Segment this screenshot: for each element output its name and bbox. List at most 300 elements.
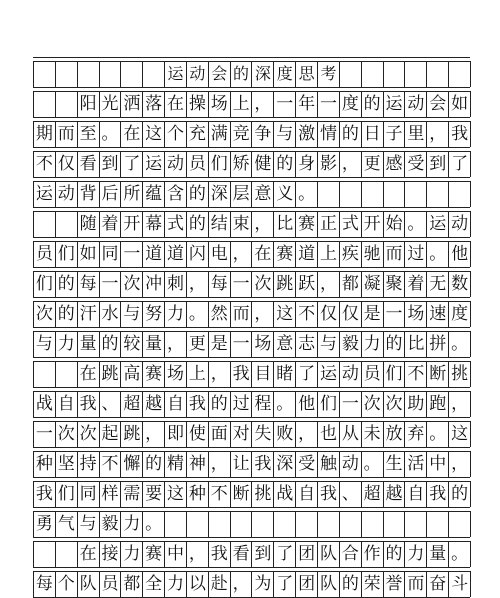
grid-cell: 一	[34, 421, 56, 447]
row-top-line	[33, 271, 470, 272]
grid-cell: 落	[143, 91, 165, 117]
grid-cell: ，	[231, 241, 253, 267]
grid-cell	[340, 511, 362, 537]
row-top-line	[33, 481, 470, 482]
essay-line	[33, 511, 470, 537]
grid-cell: 正	[318, 211, 340, 237]
grid-cell: 深	[253, 61, 275, 87]
grid-cell: 一	[340, 391, 362, 417]
grid-cell: 目	[253, 361, 275, 387]
essay-line	[33, 301, 470, 327]
grid-cell: 跳	[100, 361, 122, 387]
grid-cell: 种	[34, 451, 56, 477]
grid-cell: 数	[449, 271, 471, 297]
grid-cell: 弃	[405, 421, 427, 447]
grid-cell	[34, 91, 56, 117]
grid-cell: 让	[231, 451, 253, 477]
grid-cell: 队	[78, 571, 100, 597]
grid-cell: 这	[274, 301, 296, 327]
grid-cell: 到	[100, 151, 122, 177]
grid-cell: 在	[121, 121, 143, 147]
grid-cell: 身	[296, 151, 318, 177]
grid-cell: ，	[143, 421, 165, 447]
grid-cell	[121, 61, 143, 87]
grid-cell	[362, 511, 384, 537]
grid-cell: 凝	[362, 271, 384, 297]
grid-cell: 断	[231, 481, 253, 507]
grid-cell	[56, 211, 78, 237]
grid-cell: 持	[78, 451, 100, 477]
grid-cell: 员	[187, 151, 209, 177]
grid-cell: 的	[100, 331, 122, 357]
grid-cell: 拼	[427, 331, 449, 357]
grid-cell: 个	[56, 571, 78, 597]
row-bottom-line	[33, 207, 470, 208]
grid-cell: ，	[187, 541, 209, 567]
grid-cell: 度	[449, 301, 471, 327]
grid-cell: 战	[274, 481, 296, 507]
grid-cell: 力	[405, 541, 427, 567]
grid-cell	[405, 511, 427, 537]
grid-cell: 力	[121, 541, 143, 567]
row-bottom-line	[33, 147, 470, 148]
grid-cell: 年	[296, 91, 318, 117]
essay-line	[33, 91, 470, 117]
grid-cell: 受	[296, 451, 318, 477]
row-top-line	[33, 331, 470, 332]
row-top-line	[33, 211, 470, 212]
grid-cell: 层	[231, 181, 253, 207]
grid-cell: 深	[209, 181, 231, 207]
grid-cell: 期	[34, 121, 56, 147]
grid-cell	[274, 511, 296, 537]
grid-cell	[56, 541, 78, 567]
grid-cell	[143, 61, 165, 87]
grid-cell: 动	[165, 151, 187, 177]
grid-cell: 全	[143, 571, 165, 597]
grid-cell: 后	[100, 181, 122, 207]
grid-cell	[56, 361, 78, 387]
grid-cell: 次	[34, 301, 56, 327]
grid-cell: 使	[187, 421, 209, 447]
grid-cell: 比	[405, 331, 427, 357]
grid-cell: 。	[449, 331, 471, 357]
row-top-line	[33, 511, 470, 512]
grid-cell: 里	[405, 121, 427, 147]
grid-cell	[56, 91, 78, 117]
grid-cell: 了	[274, 571, 296, 597]
grid-cell: 跑	[427, 391, 449, 417]
grid-cell: ，	[187, 271, 209, 297]
grid-cell: 影	[318, 151, 340, 177]
grid-cell: 要	[143, 481, 165, 507]
grid-cell: 运	[384, 91, 406, 117]
grid-cell: 度	[274, 61, 296, 87]
grid-cell: 与	[274, 121, 296, 147]
grid-cell: 超	[121, 391, 143, 417]
grid-cell: 们	[384, 361, 406, 387]
grid-cell: 随	[78, 211, 100, 237]
grid-cell	[78, 61, 100, 87]
grid-cell: 同	[100, 241, 122, 267]
grid-cell: ，	[318, 271, 340, 297]
grid-cell: 光	[100, 91, 122, 117]
row-top-line	[33, 361, 470, 362]
grid-cell: 与	[34, 331, 56, 357]
grid-cell: 刺	[165, 271, 187, 297]
grid-cell: 开	[362, 211, 384, 237]
grid-cell: 是	[362, 301, 384, 327]
grid-cell: 从	[340, 421, 362, 447]
grid-cell: 会	[209, 61, 231, 87]
grid-cell: 挑	[253, 481, 275, 507]
grid-cell: 受	[405, 151, 427, 177]
row-bottom-line	[33, 537, 470, 538]
grid-cell: ，	[253, 91, 275, 117]
grid-cell: 中	[427, 451, 449, 477]
row-bottom-line	[33, 417, 470, 418]
grid-cell: 聚	[384, 271, 406, 297]
grid-cell	[449, 511, 471, 537]
grid-cell: 精	[165, 451, 187, 477]
grid-cell: 较	[121, 331, 143, 357]
grid-cell	[100, 61, 122, 87]
grid-cell: 阳	[78, 91, 100, 117]
grid-cell: 闪	[187, 241, 209, 267]
grid-cell: 即	[165, 421, 187, 447]
grid-cell: 至	[78, 121, 100, 147]
grid-cell: 的	[209, 391, 231, 417]
grid-cell: 员	[362, 361, 384, 387]
grid-cell: 赛	[143, 361, 165, 387]
grid-cell: 争	[253, 121, 275, 147]
grid-cell: 们	[209, 151, 231, 177]
row-top-line	[33, 391, 470, 392]
grid-cell: 誉	[384, 571, 406, 597]
grid-cell: 同	[78, 481, 100, 507]
grid-cell: 、	[340, 481, 362, 507]
grid-cell: 动	[56, 181, 78, 207]
grid-cell: 失	[253, 421, 275, 447]
grid-cell: 着	[100, 211, 122, 237]
grid-cell: 。	[187, 301, 209, 327]
grid-cell: 我	[209, 541, 231, 567]
grid-cell: 力	[165, 301, 187, 327]
grid-cell	[405, 61, 427, 87]
grid-cell: 无	[427, 271, 449, 297]
grid-cell: 。	[274, 391, 296, 417]
grid-cell: 场	[165, 361, 187, 387]
grid-cell: 每	[34, 571, 56, 597]
row-top-line	[33, 301, 470, 302]
grid-cell: 我	[78, 391, 100, 417]
title-row-bottom-line	[33, 87, 470, 88]
grid-cell: 志	[296, 331, 318, 357]
row-bottom-line	[33, 447, 470, 448]
grid-cell: 这	[143, 121, 165, 147]
grid-cell: 幕	[143, 211, 165, 237]
grid-cell: 日	[362, 121, 384, 147]
grid-cell: 团	[296, 541, 318, 567]
row-bottom-line	[33, 477, 470, 478]
grid-cell: 水	[100, 301, 122, 327]
grid-cell: 与	[121, 301, 143, 327]
row-bottom-line	[33, 117, 470, 118]
grid-cell: 这	[165, 481, 187, 507]
grid-cell: 力	[362, 331, 384, 357]
grid-cell: 赛	[274, 241, 296, 267]
grid-cell: 毅	[340, 331, 362, 357]
grid-cell: 所	[121, 181, 143, 207]
grid-cell: 到	[253, 541, 275, 567]
grid-cell: 的	[384, 331, 406, 357]
grid-cell: 场	[209, 91, 231, 117]
row-bottom-line	[33, 357, 470, 358]
row-top-line	[33, 241, 470, 242]
grid-cell	[362, 61, 384, 87]
grid-cell: 样	[100, 481, 122, 507]
grid-cell: 洒	[121, 91, 143, 117]
row-bottom-line	[33, 387, 470, 388]
grid-cell	[427, 511, 449, 537]
grid-cell: 在	[253, 241, 275, 267]
grid-cell	[384, 181, 406, 207]
grid-cell: 道	[296, 241, 318, 267]
row-top-line	[33, 91, 470, 92]
grid-cell: 次	[384, 391, 406, 417]
grid-cell: 的	[56, 271, 78, 297]
grid-cell: 激	[296, 121, 318, 147]
grid-cell: 这	[449, 421, 471, 447]
grid-cell: 我	[253, 451, 275, 477]
grid-cell: 神	[187, 451, 209, 477]
grid-cell: 战	[34, 391, 56, 417]
row-bottom-line	[33, 567, 470, 568]
grid-cell	[405, 181, 427, 207]
grid-cell: 触	[318, 451, 340, 477]
grid-cell: 义	[274, 181, 296, 207]
grid-cell: 在	[78, 541, 100, 567]
grid-cell: 起	[100, 421, 122, 447]
grid-cell: 动	[405, 91, 427, 117]
grid-cell: 上	[187, 361, 209, 387]
row-bottom-line	[33, 297, 470, 298]
essay-line	[33, 331, 470, 357]
grid-cell: 着	[405, 271, 427, 297]
grid-cell: 我	[187, 391, 209, 417]
grid-cell: 。	[100, 121, 122, 147]
grid-cell: 上	[318, 241, 340, 267]
grid-cell: 一	[231, 271, 253, 297]
grid-cell: ，	[209, 451, 231, 477]
grid-cell: ，	[449, 451, 471, 477]
grid-cell: 仅	[340, 301, 362, 327]
grid-cell: 斗	[449, 571, 471, 597]
grid-cell: 式	[340, 211, 362, 237]
essay-line	[33, 271, 470, 297]
grid-cell: 竞	[231, 121, 253, 147]
grid-cell: 不	[209, 481, 231, 507]
grid-cell	[34, 61, 56, 87]
grid-cell: 次	[78, 421, 100, 447]
essay-line	[33, 181, 470, 207]
grid-cell: 一	[100, 271, 122, 297]
grid-cell: 操	[187, 91, 209, 117]
grid-cell: 赴	[209, 571, 231, 597]
grid-cell: 仅	[318, 301, 340, 327]
grid-cell: 充	[187, 121, 209, 147]
essay-grid-paper	[33, 0, 470, 594]
grid-cell: 的	[449, 481, 471, 507]
grid-cell: 荣	[362, 571, 384, 597]
grid-cell	[34, 211, 56, 237]
grid-cell: 他	[449, 241, 471, 267]
grid-cell: 感	[384, 151, 406, 177]
grid-cell: 都	[121, 571, 143, 597]
grid-cell: 对	[231, 421, 253, 447]
grid-cell	[449, 181, 471, 207]
grid-cell: 断	[427, 361, 449, 387]
grid-cell: 如	[449, 91, 471, 117]
grid-cell: 束	[231, 211, 253, 237]
grid-cell: 自	[165, 391, 187, 417]
grid-cell: 量	[78, 331, 100, 357]
grid-cell: 跃	[296, 271, 318, 297]
grid-cell: 驰	[362, 241, 384, 267]
grid-cell: 结	[209, 211, 231, 237]
grid-cell: 活	[405, 451, 427, 477]
grid-cell: 情	[318, 121, 340, 147]
grid-cell: 越	[384, 481, 406, 507]
grid-cell: 速	[427, 301, 449, 327]
grid-cell: ，	[296, 421, 318, 447]
grid-cell: 更	[187, 331, 209, 357]
grid-cell: 上	[231, 91, 253, 117]
grid-cell: 我	[231, 361, 253, 387]
grid-cell: 力	[56, 331, 78, 357]
grid-cell: 而	[56, 121, 78, 147]
grid-cell: 汗	[78, 301, 100, 327]
essay-line	[33, 151, 470, 177]
grid-cell: 在	[165, 91, 187, 117]
grid-cell: ，	[231, 571, 253, 597]
grid-cell	[296, 511, 318, 537]
grid-cell: 运	[143, 151, 165, 177]
grid-cell: 与	[318, 331, 340, 357]
grid-cell: 作	[362, 541, 384, 567]
essay-line	[33, 361, 470, 387]
grid-cell: 动	[449, 211, 471, 237]
grid-cell: 毅	[100, 511, 122, 537]
grid-cell: 我	[449, 121, 471, 147]
essay-line	[33, 571, 470, 597]
grid-cell: 蕴	[143, 181, 165, 207]
grid-cell: 意	[274, 331, 296, 357]
row-bottom-line	[33, 237, 470, 238]
grid-cell: 是	[209, 331, 231, 357]
grid-cell: 们	[56, 481, 78, 507]
grid-cell: 与	[78, 511, 100, 537]
grid-cell: 种	[187, 481, 209, 507]
essay-line	[33, 481, 470, 507]
grid-cell: 比	[274, 211, 296, 237]
grid-cell: 都	[340, 271, 362, 297]
grid-cell: 运	[427, 211, 449, 237]
grid-cell: 挑	[449, 361, 471, 387]
grid-cell: 动	[340, 451, 362, 477]
grid-cell: 一	[318, 91, 340, 117]
grid-cell: 未	[362, 421, 384, 447]
grid-cell: 不	[100, 451, 122, 477]
grid-cell: 仅	[56, 151, 78, 177]
grid-cell: ，	[253, 211, 275, 237]
grid-cell: 背	[78, 181, 100, 207]
row-top-line	[33, 181, 470, 182]
grid-cell: 气	[56, 511, 78, 537]
grid-cell: 深	[274, 451, 296, 477]
grid-cell: 赛	[296, 211, 318, 237]
grid-cell	[231, 511, 253, 537]
grid-cell: 动	[187, 61, 209, 87]
grid-cell: 量	[143, 331, 165, 357]
grid-cell: 考	[318, 61, 340, 87]
title-row	[33, 61, 470, 87]
grid-cell	[449, 61, 471, 87]
grid-cell	[56, 61, 78, 87]
row-top-line	[33, 451, 470, 452]
grid-cell: 员	[100, 571, 122, 597]
grid-cell: 道	[165, 241, 187, 267]
essay-line	[33, 211, 470, 237]
grid-cell: 矫	[231, 151, 253, 177]
grid-cell: 道	[143, 241, 165, 267]
grid-cell: 。	[449, 541, 471, 567]
row-bottom-line	[33, 327, 470, 328]
grid-cell: 次	[56, 421, 78, 447]
grid-cell: 为	[253, 571, 275, 597]
grid-cell: 跳	[274, 271, 296, 297]
grid-cell: 始	[384, 211, 406, 237]
grid-cell: 一	[274, 91, 296, 117]
essay-line	[33, 451, 470, 477]
row-top-line	[33, 121, 470, 122]
grid-cell: 、	[100, 391, 122, 417]
grid-cell: 的	[56, 301, 78, 327]
grid-cell	[34, 361, 56, 387]
grid-cell: 看	[78, 151, 100, 177]
grid-cell: 奋	[427, 571, 449, 597]
grid-cell: 一	[231, 331, 253, 357]
grid-cell: 不	[405, 361, 427, 387]
grid-cell	[187, 511, 209, 537]
grid-cell: 而	[405, 571, 427, 597]
grid-cell: 的	[143, 451, 165, 477]
grid-cell	[165, 511, 187, 537]
grid-cell	[384, 61, 406, 87]
row-bottom-line	[33, 507, 470, 508]
grid-cell: 。	[296, 181, 318, 207]
grid-cell: 跳	[121, 421, 143, 447]
grid-cell: 次	[121, 271, 143, 297]
grid-cell: ，	[209, 361, 231, 387]
grid-cell: 意	[253, 181, 275, 207]
grid-cell: 的	[231, 61, 253, 87]
grid-cell	[34, 541, 56, 567]
grid-cell: 会	[427, 91, 449, 117]
grid-cell: 生	[384, 451, 406, 477]
grid-cell: 看	[231, 541, 253, 567]
grid-cell: 队	[318, 571, 340, 597]
